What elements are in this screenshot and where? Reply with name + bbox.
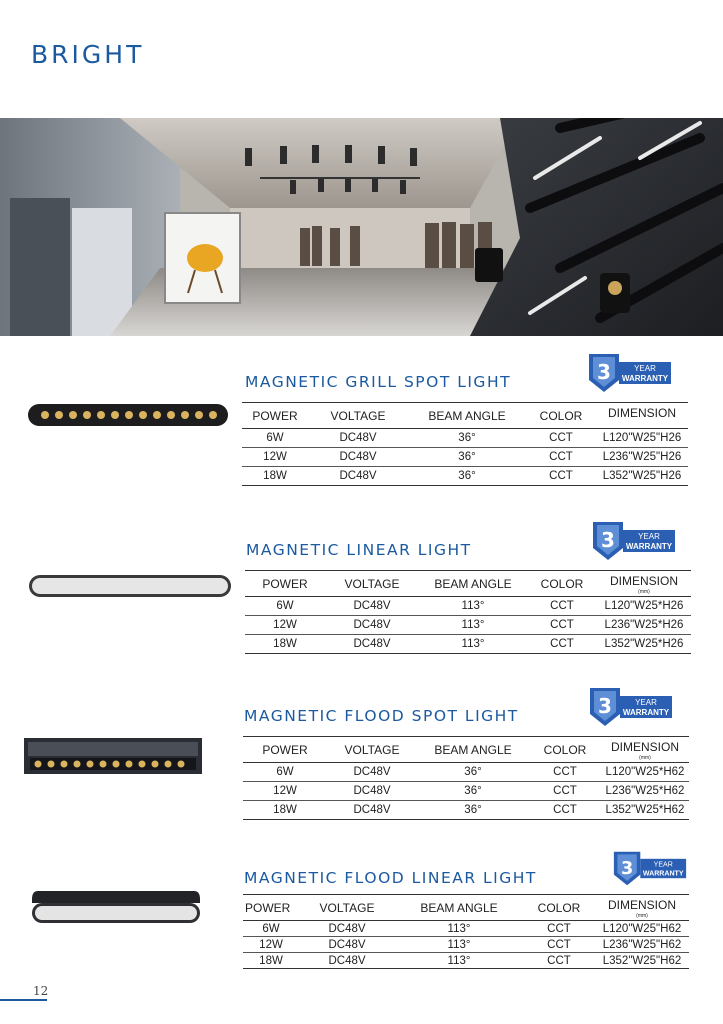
svg-text:YEAR: YEAR: [638, 532, 660, 541]
page-number-underline: [0, 999, 47, 1001]
header-dimension: DIMENSION (mm): [601, 737, 689, 763]
warranty-badge-icon: [586, 686, 676, 728]
table-row: 18W DC48V 113° CCT L352"W25"H62: [243, 953, 689, 969]
header-voltage: VOLTAGE: [325, 571, 419, 597]
spec-table-linear: [245, 570, 691, 654]
warranty-badge-icon: [589, 520, 679, 562]
header-beam-angle: BEAM ANGLE: [417, 737, 529, 763]
warranty-badge-icon: [585, 352, 675, 394]
table-row: 18W DC48V 113° CCT L352"W25*H26: [245, 635, 691, 654]
svg-text:YEAR: YEAR: [635, 698, 657, 707]
hero-showroom-image: [0, 118, 723, 336]
header-color: COLOR: [523, 895, 595, 921]
header-beam-angle: BEAM ANGLE: [408, 403, 526, 429]
svg-text:YEAR: YEAR: [653, 861, 673, 869]
brand-title: BRIGHT: [31, 40, 145, 69]
svg-text:3: 3: [598, 694, 612, 718]
table-row: 6W DC48V 36° CCT L120"W25*H62: [243, 763, 689, 782]
table-row: 6W DC48V 113° CCT L120"W25*H26: [245, 597, 691, 616]
header-voltage: VOLTAGE: [308, 403, 408, 429]
header-dimension: DIMENSION (mm): [595, 895, 689, 921]
svg-text:3: 3: [620, 858, 634, 879]
svg-text:3: 3: [597, 360, 611, 384]
table-row: 12W DC48V 113° CCT L236"W25"H62: [243, 937, 689, 953]
header-dimension: DIMENSION (mm): [597, 571, 691, 597]
svg-text:WARRANTY: WARRANTY: [622, 708, 670, 717]
header-color: COLOR: [529, 737, 601, 763]
svg-text:WARRANTY: WARRANTY: [642, 870, 684, 878]
warranty-badge-icon: [610, 850, 690, 887]
table-row: 6W DC48V 36° CCT L120"W25"H26: [242, 429, 688, 448]
header-color: COLOR: [526, 403, 596, 429]
grill-spot-light-product-icon: [28, 403, 228, 427]
table-row: 12W DC48V 36° CCT L236"W25*H62: [243, 782, 689, 801]
header-voltage: VOLTAGE: [299, 895, 395, 921]
svg-text:YEAR: YEAR: [634, 364, 656, 373]
flood-linear-light-product-icon: [30, 889, 202, 925]
spec-table-flood-spot: [243, 736, 689, 820]
header-power: POWER: [243, 895, 299, 921]
table-row: 18W DC48V 36° CCT L352"W25*H62: [243, 801, 689, 820]
table-row: 6W DC48V 113° CCT L120"W25"H62: [243, 921, 689, 937]
header-color: COLOR: [527, 571, 597, 597]
page-number: 12: [33, 984, 49, 998]
flood-spot-light-product-icon: [24, 738, 202, 774]
svg-text:WARRANTY: WARRANTY: [625, 542, 673, 551]
section-title-linear: MAGNETIC LINEAR LIGHT: [246, 541, 472, 559]
header-beam-angle: BEAM ANGLE: [419, 571, 527, 597]
table-row: 12W DC48V 113° CCT L236"W25*H26: [245, 616, 691, 635]
section-title-flood-linear: MAGNETIC FLOOD LINEAR LIGHT: [244, 869, 537, 887]
svg-text:WARRANTY: WARRANTY: [621, 374, 669, 383]
table-row: 18W DC48V 36° CCT L352"W25"H26: [242, 467, 688, 486]
header-power: POWER: [242, 403, 308, 429]
spec-table-grill-spot: [242, 402, 688, 486]
header-power: POWER: [243, 737, 327, 763]
header-beam-angle: BEAM ANGLE: [395, 895, 523, 921]
section-title-grill-spot: MAGNETIC GRILL SPOT LIGHT: [245, 373, 512, 391]
spec-table-flood-linear: [243, 894, 689, 969]
header-voltage: VOLTAGE: [327, 737, 417, 763]
table-row: 12W DC48V 36° CCT L236"W25"H26: [242, 448, 688, 467]
section-title-flood-spot: MAGNETIC FLOOD SPOT LIGHT: [244, 707, 519, 725]
svg-text:3: 3: [601, 528, 615, 552]
linear-light-product-icon: [28, 574, 232, 598]
header-power: POWER: [245, 571, 325, 597]
header-dimension: DIMENSION: [596, 403, 688, 429]
